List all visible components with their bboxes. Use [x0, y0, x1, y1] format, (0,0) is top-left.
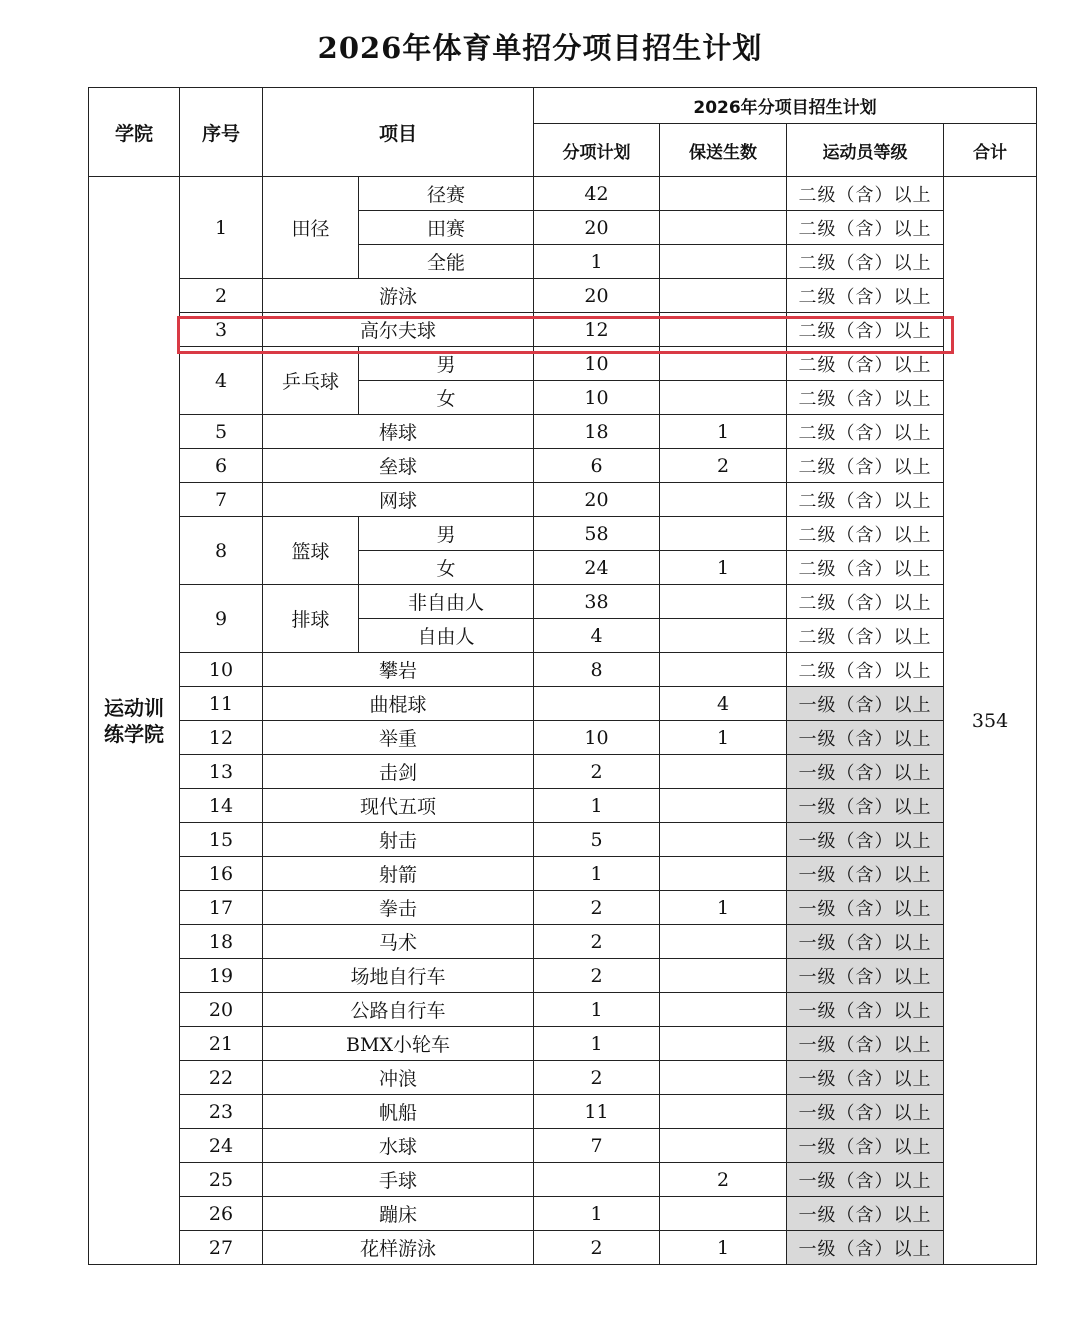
guarantee-cell: [660, 959, 787, 993]
seq-cell: 26: [180, 1197, 263, 1231]
plan-cell: [534, 687, 660, 721]
level-cell: 一级（含）以上: [787, 959, 944, 993]
table-row: [89, 279, 1037, 313]
table-row: [89, 1129, 1037, 1163]
seq-cell: 19: [180, 959, 263, 993]
header-seq: 序号: [180, 88, 263, 177]
level-cell: 一级（含）以上: [787, 687, 944, 721]
guarantee-cell: 4: [660, 687, 787, 721]
guarantee-cell: [660, 483, 787, 517]
seq-cell: 25: [180, 1163, 263, 1197]
guarantee-cell: 1: [660, 721, 787, 755]
table-row: [89, 347, 1037, 381]
plan-cell: 20: [534, 211, 660, 245]
guarantee-cell: [660, 653, 787, 687]
guarantee-cell: [660, 347, 787, 381]
header-plan: 分项计划: [534, 124, 660, 177]
seq-cell: 13: [180, 755, 263, 789]
table-row: [89, 1197, 1037, 1231]
table-row: [89, 1061, 1037, 1095]
level-cell: 二级（含）以上: [787, 245, 944, 279]
guarantee-cell: 2: [660, 1163, 787, 1197]
seq-cell: 7: [180, 483, 263, 517]
project-group-cell: 乒乓球: [263, 347, 359, 415]
guarantee-cell: [660, 1061, 787, 1095]
guarantee-cell: [660, 925, 787, 959]
project-cell: 马术: [263, 925, 534, 959]
table-row: [89, 789, 1037, 823]
table-row: [89, 313, 1037, 347]
table-row: [89, 517, 1037, 551]
plan-cell: 1: [534, 1197, 660, 1231]
seq-cell: 4: [180, 347, 263, 415]
guarantee-cell: [660, 1197, 787, 1231]
college-cell: 运动训练学院: [89, 177, 180, 1265]
project-group-cell: 篮球: [263, 517, 359, 585]
guarantee-cell: [660, 313, 787, 347]
guarantee-cell: [660, 755, 787, 789]
table-row: [89, 1163, 1037, 1197]
plan-cell: 11: [534, 1095, 660, 1129]
project-cell: 击剑: [263, 755, 534, 789]
project-cell: 公路自行车: [263, 993, 534, 1027]
header-guarantee: 保送生数: [660, 124, 787, 177]
sub-project-cell: 女: [359, 551, 534, 585]
level-cell: 二级（含）以上: [787, 347, 944, 381]
table-row: [89, 585, 1037, 619]
project-cell: 攀岩: [263, 653, 534, 687]
guarantee-cell: [660, 619, 787, 653]
project-cell: 棒球: [263, 415, 534, 449]
plan-cell: 24: [534, 551, 660, 585]
seq-cell: 8: [180, 517, 263, 585]
guarantee-cell: 1: [660, 551, 787, 585]
level-cell: 一级（含）以上: [787, 755, 944, 789]
plan-cell: 2: [534, 891, 660, 925]
level-cell: 一级（含）以上: [787, 891, 944, 925]
level-cell: 二级（含）以上: [787, 415, 944, 449]
guarantee-cell: 1: [660, 891, 787, 925]
level-cell: 二级（含）以上: [787, 653, 944, 687]
header-total: 合计: [944, 124, 1037, 177]
project-cell: 帆船: [263, 1095, 534, 1129]
project-cell: 射击: [263, 823, 534, 857]
plan-cell: 10: [534, 721, 660, 755]
table-row: [89, 959, 1037, 993]
total-cell: 354: [944, 177, 1037, 1265]
sub-project-cell: 自由人: [359, 619, 534, 653]
sub-project-cell: 田赛: [359, 211, 534, 245]
level-cell: 一级（含）以上: [787, 721, 944, 755]
seq-cell: 10: [180, 653, 263, 687]
plan-cell: 1: [534, 245, 660, 279]
plan-cell: 1: [534, 857, 660, 891]
level-cell: 二级（含）以上: [787, 551, 944, 585]
level-cell: 二级（含）以上: [787, 279, 944, 313]
table-row: [89, 483, 1037, 517]
level-cell: 二级（含）以上: [787, 517, 944, 551]
header-level: 运动员等级: [787, 124, 944, 177]
table-row: [89, 687, 1037, 721]
project-cell: 蹦床: [263, 1197, 534, 1231]
seq-cell: 22: [180, 1061, 263, 1095]
guarantee-cell: [660, 1027, 787, 1061]
table-row: [89, 415, 1037, 449]
project-cell: 网球: [263, 483, 534, 517]
plan-cell: 2: [534, 755, 660, 789]
project-cell: 场地自行车: [263, 959, 534, 993]
plan-cell: 4: [534, 619, 660, 653]
plan-cell: 2: [534, 925, 660, 959]
project-cell: 花样游泳: [263, 1231, 534, 1265]
guarantee-cell: [660, 857, 787, 891]
seq-cell: 2: [180, 279, 263, 313]
table-row: [89, 925, 1037, 959]
seq-cell: 12: [180, 721, 263, 755]
table-row: [89, 721, 1037, 755]
seq-cell: 6: [180, 449, 263, 483]
level-cell: 一级（含）以上: [787, 1061, 944, 1095]
level-cell: 二级（含）以上: [787, 381, 944, 415]
plan-cell: 6: [534, 449, 660, 483]
level-cell: 一级（含）以上: [787, 857, 944, 891]
plan-cell: 1: [534, 1027, 660, 1061]
seq-cell: 3: [180, 313, 263, 347]
plan-cell: 42: [534, 177, 660, 211]
guarantee-cell: [660, 585, 787, 619]
guarantee-cell: [660, 1129, 787, 1163]
plan-cell: 8: [534, 653, 660, 687]
plan-cell: 2: [534, 1061, 660, 1095]
project-cell: 水球: [263, 1129, 534, 1163]
sub-project-cell: 全能: [359, 245, 534, 279]
plan-cell: 2: [534, 1231, 660, 1265]
table-row: [89, 891, 1037, 925]
table-row: [89, 653, 1037, 687]
sub-project-cell: 径赛: [359, 177, 534, 211]
level-cell: 一级（含）以上: [787, 925, 944, 959]
seq-cell: 11: [180, 687, 263, 721]
seq-cell: 17: [180, 891, 263, 925]
level-cell: 一级（含）以上: [787, 1027, 944, 1061]
table-row: [89, 755, 1037, 789]
seq-cell: 14: [180, 789, 263, 823]
plan-cell: 2: [534, 959, 660, 993]
plan-cell: 18: [534, 415, 660, 449]
level-cell: 二级（含）以上: [787, 313, 944, 347]
plan-cell: 10: [534, 381, 660, 415]
level-cell: 一级（含）以上: [787, 1095, 944, 1129]
project-group-cell: 田径: [263, 177, 359, 279]
guarantee-cell: [660, 1095, 787, 1129]
seq-cell: 21: [180, 1027, 263, 1061]
plan-cell: 1: [534, 993, 660, 1027]
plan-cell: 38: [534, 585, 660, 619]
guarantee-cell: [660, 177, 787, 211]
enrollment-plan-table: [88, 87, 1037, 1265]
seq-cell: 18: [180, 925, 263, 959]
guarantee-cell: [660, 245, 787, 279]
table-row: [89, 1027, 1037, 1061]
sub-project-cell: 女: [359, 381, 534, 415]
guarantee-cell: [660, 823, 787, 857]
header-project: 项目: [263, 88, 534, 177]
plan-cell: 1: [534, 789, 660, 823]
seq-cell: 27: [180, 1231, 263, 1265]
project-cell: BMX小轮车: [263, 1027, 534, 1061]
seq-cell: 9: [180, 585, 263, 653]
seq-cell: 23: [180, 1095, 263, 1129]
project-cell: 射箭: [263, 857, 534, 891]
level-cell: 二级（含）以上: [787, 585, 944, 619]
sub-project-cell: 非自由人: [359, 585, 534, 619]
table-row: [89, 177, 1037, 211]
guarantee-cell: [660, 993, 787, 1027]
table-row: [89, 449, 1037, 483]
sub-project-cell: 男: [359, 517, 534, 551]
project-cell: 曲棍球: [263, 687, 534, 721]
project-cell: 举重: [263, 721, 534, 755]
project-cell: 拳击: [263, 891, 534, 925]
guarantee-cell: [660, 517, 787, 551]
level-cell: 二级（含）以上: [787, 619, 944, 653]
level-cell: 一级（含）以上: [787, 823, 944, 857]
level-cell: 二级（含）以上: [787, 483, 944, 517]
project-cell: 高尔夫球: [263, 313, 534, 347]
project-cell: 冲浪: [263, 1061, 534, 1095]
guarantee-cell: 2: [660, 449, 787, 483]
level-cell: 一级（含）以上: [787, 993, 944, 1027]
seq-cell: 24: [180, 1129, 263, 1163]
level-cell: 一级（含）以上: [787, 1231, 944, 1265]
plan-cell: [534, 1163, 660, 1197]
guarantee-cell: [660, 211, 787, 245]
seq-cell: 16: [180, 857, 263, 891]
table-row: [89, 993, 1037, 1027]
level-cell: 一级（含）以上: [787, 1197, 944, 1231]
plan-cell: 7: [534, 1129, 660, 1163]
guarantee-cell: [660, 279, 787, 313]
level-cell: 二级（含）以上: [787, 211, 944, 245]
level-cell: 二级（含）以上: [787, 449, 944, 483]
level-cell: 一级（含）以上: [787, 1129, 944, 1163]
plan-cell: 12: [534, 313, 660, 347]
project-group-cell: 排球: [263, 585, 359, 653]
plan-cell: 20: [534, 483, 660, 517]
project-cell: 垒球: [263, 449, 534, 483]
plan-cell: 58: [534, 517, 660, 551]
guarantee-cell: 1: [660, 415, 787, 449]
level-cell: 一级（含）以上: [787, 1163, 944, 1197]
table-row: [89, 1231, 1037, 1265]
sub-project-cell: 男: [359, 347, 534, 381]
header-college: 学院: [89, 88, 180, 177]
table-row: [89, 1095, 1037, 1129]
plan-cell: 10: [534, 347, 660, 381]
level-cell: 二级（含）以上: [787, 177, 944, 211]
plan-cell: 20: [534, 279, 660, 313]
seq-cell: 5: [180, 415, 263, 449]
project-cell: 游泳: [263, 279, 534, 313]
table-row: [89, 823, 1037, 857]
header-plan-group: 2026年分项目招生计划: [534, 88, 1037, 124]
guarantee-cell: [660, 381, 787, 415]
page-title: 2026年体育单招分项目招生计划: [317, 31, 763, 65]
level-cell: 一级（含）以上: [787, 789, 944, 823]
guarantee-cell: 1: [660, 1231, 787, 1265]
guarantee-cell: [660, 789, 787, 823]
table-row: [89, 857, 1037, 891]
seq-cell: 1: [180, 177, 263, 279]
seq-cell: 20: [180, 993, 263, 1027]
seq-cell: 15: [180, 823, 263, 857]
plan-cell: 5: [534, 823, 660, 857]
project-cell: 手球: [263, 1163, 534, 1197]
project-cell: 现代五项: [263, 789, 534, 823]
